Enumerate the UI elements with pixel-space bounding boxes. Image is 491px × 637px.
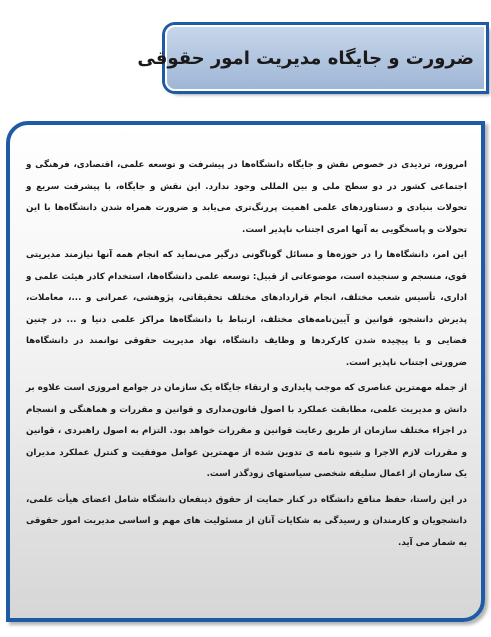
- paragraph-key-elements: از جمله مهمترین عناصری که موجب پایداری و ارتقاء جایگاه یک سازمان در جوامع امروزی است علاوه بر دانش و مدیریت علمی، مطابقت عملکرد با اصول قانون‌مداری و قوانین و مقررات و هماهنگی و انسجام در اجزاء مختلف سازمان از طریق رعایت قوانین و مقررات خواهد بود. التزام به اصول راهبردی ، قوانین و مقررات لازم الاجرا و شیوه نامه ی تدوین شده از مهمترین عوامل موفقیت و کنترل عملکرد مدیران یک سازمان از اعمال سلیقه شخصی سیاستهای زودگذر است.: [26, 383, 467, 479]
- paragraph-responsibilities: در این راستا، حفظ منافع دانشگاه در کنار حمایت از حقوق ذینفعان دانشگاه شامل اعضای هیأت علمی، دانشجویان و کارمندان و رسیدگی به شکایات آنان از مسئولیت های مهم و اساسی مدیریت امور حقوقی به شمار می آید.: [26, 494, 467, 548]
- paragraph-management-needs: این امر، دانشگاه‌ها را در حوزه‌ها و مسائل گوناگونی درگیر می‌نماید که انجام همه آنها نیازمند مدیریتی قوی، منسجم و سنجیده است، موضوعاتی از قبیل: توسعه علمی دانشگاه‌ها، استخدام کادر هیئت علمی و اداری، تأسیس شعب مختلف، انجام قراردادهای مختلف تحقیقاتی، پژوهشی، عمرانی و ...، معاملات، پذیرش دانشجو، قوانین و آیین‌نامه‌های مختلف، ارتباط با دانشگاه‌ها مراکز علمی دنیا و ... در چنین فضایی و با پیچیده شدن کارکردها و وظایف دانشگاه، نهاد مدیریت حقوقی توانمند در دانشگاه‌ها ضرورتی اجتناب ناپذیر است.: [26, 250, 467, 368]
- content-panel: [6, 121, 485, 622]
- title-banner: [137, 25, 486, 91]
- page-title: ضرورت و جایگاه مدیریت امور حقوقی: [137, 47, 474, 69]
- paragraph-intro: امروزه، تردیدی در خصوص نقش و جایگاه دانشگاه‌ها در پیشرفت و توسعه علمی، اقتصادی، فرهنگی و اجتماعی کشور در دو سطح ملی و بین المللی وجود ندارد. این نقش و جایگاه، با پیشرفت سریع و تحولات بنیادی و دستاوردهای علمی اهمیت پررنگ‌تری می‌یابد و ضرورت همراه شدن دانشگاه‌ها با این تحولات و پاسخگویی به آنها امری اجتناب ناپذیر است.: [26, 160, 467, 235]
